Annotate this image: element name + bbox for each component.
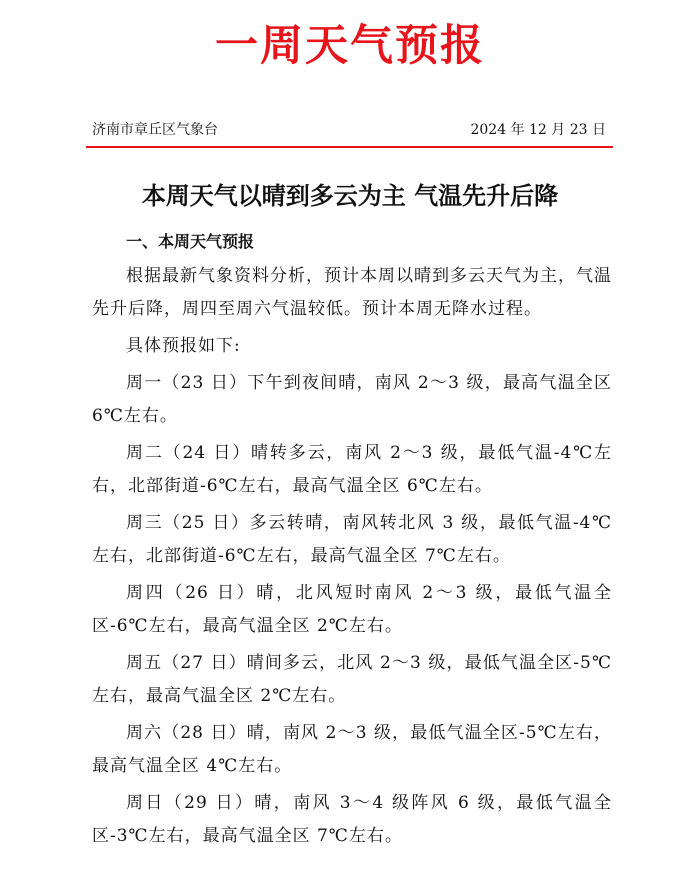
paragraph-friday: 周五（27 日）晴间多云，北风 2～3 级，最低气温全区-5℃左右，最高气温全区 2℃左右。 bbox=[92, 653, 612, 706]
issue-date: 2024 年 12 月 23 日 bbox=[470, 122, 606, 138]
section-heading: 一、本周天气预报 bbox=[126, 232, 255, 251]
masthead-title: 一周天气预报 bbox=[215, 21, 485, 71]
paragraph-wednesday: 周三（25 日）多云转晴，南风转北风 3 级，最低气温-4℃左右，北部街道-6℃左右，最高气温全区 7℃左右。 bbox=[92, 513, 612, 566]
issuer-name: 济南市章丘区气象台 bbox=[92, 122, 218, 138]
red-divider bbox=[86, 146, 613, 148]
paragraph-tuesday: 周二（24 日）晴转多云，南风 2～3 级，最低气温-4℃左右，北部街道-6℃左右，最高气温全区 6℃左右。 bbox=[92, 443, 612, 496]
paragraph-details-lead: 具体预报如下: bbox=[126, 336, 241, 356]
paragraph-monday: 周一（23 日）下午到夜间晴，南风 2～3 级，最高气温全区 6℃左右。 bbox=[92, 373, 612, 426]
paragraph-intro: 根据最新气象资料分析，预计本周以晴到多云天气为主，气温先升后降，周四至周六气温较低。预计本周无降水过程。 bbox=[92, 266, 612, 319]
paragraph-saturday: 周六（28 日）晴，南风 2～3 级，最低气温全区-5℃左右，最高气温全区 4℃左右。 bbox=[92, 723, 612, 776]
issuer-date-row bbox=[92, 120, 606, 140]
document-title: 本周天气以晴到多云为主 气温先升后降 bbox=[141, 181, 559, 210]
paragraph-sunday: 周日（29 日）晴，南风 3～4 级阵风 6 级，最低气温全区-3℃左右，最高气温全区 7℃左右。 bbox=[92, 793, 612, 846]
document-body bbox=[92, 227, 612, 857]
paragraph-thursday: 周四（26 日）晴，北风短时南风 2～3 级，最低气温全区-6℃左右，最高气温全区 2℃左右。 bbox=[92, 583, 612, 636]
